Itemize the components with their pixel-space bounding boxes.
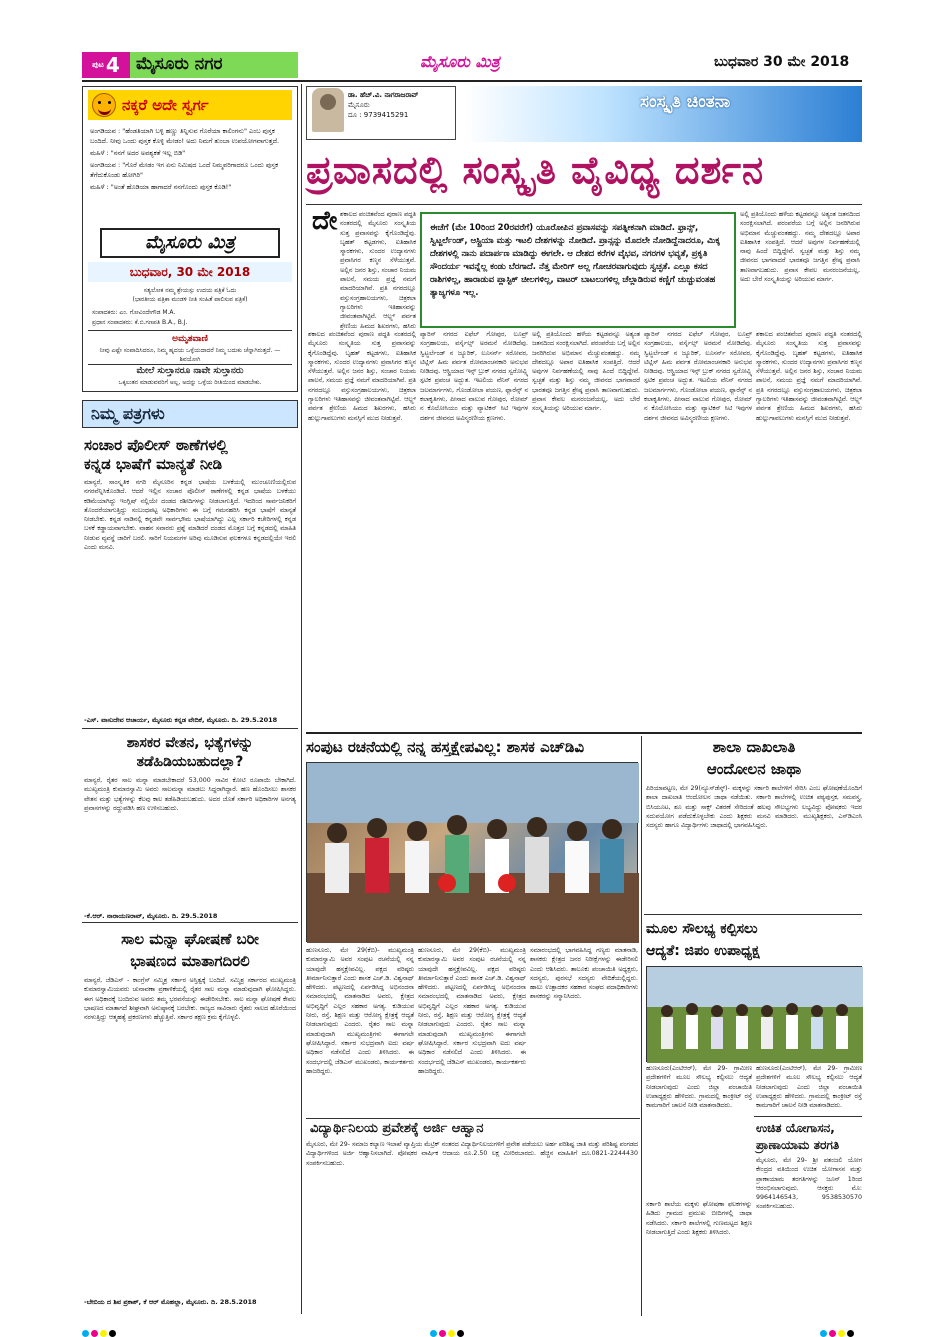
news1-col1: ಹುಣಸೂರು, ಮೇ 29(ಕೆಬಿ)- ಮುಖ್ಯಮಂತ್ರಿ ಕುಮಾರಸ್ವಾಮಿ ಅವರ ಸಂಪುಟ ರಚನೆಯಲ್ಲಿ ನನ್ನ ಯಾವುದೇ ಹಸ್ತಕ್ಷೇಪವಿಲ್ಲ. ಪಕ್ಷದ ವರಿಷ್ಠರು ತೀರ್ಮಾನಿಸುತ್ತಾರೆ ಎಂದು ಶಾಸಕ ಎಚ್.ಡಿ. ವಿಶ್ವನಾಥ್ ಹೇಳಿದರು. ಪಟ್ಟಣದಲ್ಲಿ ಏರ್ಪಡಿಸಿದ್ದ ಅಭಿನಂದನಾ ಸಮಾರಂಭದಲ್ಲಿ ಮಾತನಾಡಿದ ಅವರು, ಕ್ಷೇತ್ರದ ಅಭಿವೃದ್ಧಿಗೆ ಎಲ್ಲರ ಸಹಕಾರ ಅಗತ್ಯ. ಕುಡಿಯುವ ನೀರು, ರಸ್ತೆ, ಶಿಕ್ಷಣ ಮತ್ತು ಆರೋಗ್ಯ ಕ್ಷೇತ್ರಕ್ಕೆ ಆದ್ಯತೆ ನೀಡಲಾಗುವುದು ಎಂದರು. ರೈತರ ಸಾಲ ಮನ್ನಾ ಮಾಡುವುದಾಗಿ ಮುಖ್ಯಮಂತ್ರಿಗಳು ಈಗಾಗಲೇ ಘೋಷಿಸಿದ್ದಾರೆ. ಸರ್ಕಾರ ಸುಭದ್ರವಾಗಿ ಐದು ವರ್ಷ ಅಧಿಕಾರ ನಡೆಸಲಿದೆ ಎಂದು ತಿಳಿಸಿದರು. ಈ ಸಂದರ್ಭದಲ್ಲಿ ಜೆಡಿಎಸ್ ಮುಖಂಡರು, ಕಾರ್ಯಕರ್ತರು ಹಾಜರಿದ್ದರು.: [306, 947, 414, 1075]
news6-body: ಮೈಸೂರು, ಮೇ 29- ಶ್ರೀ ಪತಂಜಲಿ ಯೋಗ ಕೇಂದ್ರದ ವತಿಯಿಂದ ಉಚಿತ ಯೋಗಾಸನ ಮತ್ತು ಪ್ರಾಣಾಯಾಮ ತರಗತಿಗಳನ್ನು ಜೂನ್ 1ರಿಂದ ಆರಂಭಿಸಲಾಗುವುದು. ಆಸಕ್ತರು ಮೊ: 9964146543, 9538530570 ಸಂಪರ್ಕಿಸಬಹುದು.: [756, 1157, 862, 1211]
header-rule: [82, 80, 862, 82]
print-registration-marks: [430, 1322, 466, 1330]
letter2-body: ಮಾನ್ಯರೆ, ರೈತರ ಸಾಲ ಮನ್ನಾ ಮಾಡಬೇಕಾದರೆ 53,000 ಸಾವಿರ ಕೋಟಿ ರೂಪಾಯಿ ಬೇಕಾಗಿದೆ. ಮುಖ್ಯಮಂತ್ರಿ ಕುಮಾರಸ್ವಾಮಿ ಅವರು ಸಾಲಮನ್ನಾ ಮಾಡಲು ಸಿದ್ಧರಾಗಿದ್ದಾರೆ. ಹಣ ಹೊಂದಿಸಲು ಶಾಸಕರ ವೇತನ ಮತ್ತು ಭತ್ಯೆಗಳನ್ನು ಕೆಲವು ಕಾಲ ತಡೆಹಿಡಿಯಬಹುದು. ಅದರ ಜೊತೆ ಸರ್ಕಾರಿ ಅಧಿಕಾರಿಗಳ ಅನಗತ್ಯ ಪ್ರವಾಸಗಳನ್ನು ರದ್ದುಪಡಿಸಿ ಹಣ ಉಳಿಸಬಹುದು.: [84, 777, 296, 812]
news3-col1: ಹುಣಸೂರು(ಎಂಟಿಆರ್), ಮೇ 29- ಗ್ರಾಮೀಣ ಪ್ರದೇಶಗಳಿಗೆ ಮೂಲ ಸೌಲಭ್ಯ ಕಲ್ಪಿಸಲು ಆದ್ಯತೆ ನೀಡಲಾಗುವುದು ಎಂದು ಜಿಲ್ಲಾ ಪಂಚಾಯಿತಿ ಉಪಾಧ್ಯಕ್ಷರು ಹೇಳಿದರು. ಗ್ರಾಮದಲ್ಲಿ ಕಾಂಕ್ರೀಟ್ ರಸ್ತೆ ಕಾಮಗಾರಿಗೆ ಚಾಲನೆ ನೀಡಿ ಮಾತನಾಡಿದರು.: [646, 1065, 752, 1110]
page-number-tag: $^{ಪುಟ}$ 4: [82, 52, 130, 78]
column-rule: [641, 736, 642, 1316]
author-phone: ದೂ : 9739415291: [348, 111, 409, 119]
news2-headline: [646, 736, 862, 780]
letter1-signature: -ಎಸ್. ವಾಸುದೇವ ಆಚಾರ್ಯ, ಮೈಸೂರು ಕನ್ನಡ ವೇದಿಕೆ, ಮೈಸೂರು. ದಿ. 29.5.2018: [84, 716, 278, 724]
author-photo: [312, 88, 344, 132]
field-photo-illustration: [647, 967, 863, 1063]
divider: [82, 922, 298, 923]
news2-headline-a: ಶಾಲಾ ದಾಖಲಾತಿ: [712, 738, 796, 756]
news2-body: ಪಿರಿಯಾಪಟ್ಟಣ, ಮೇ 29(ನ್ಯೂಸ್‌ಡೆಸ್ಕ್)- ಮಕ್ಕಳನ್ನು ಸರ್ಕಾರಿ ಶಾಲೆಗಳಿಗೆ ಸೇರಿಸಿ ಎಂಬ ಘೋಷಣೆಯೊಂದಿಗೆ ಶಾಲಾ ದಾಖಲಾತಿ ಆಂದೋಲನ ಜಾಥಾ ನಡೆಯಿತು. ಸರ್ಕಾರಿ ಶಾಲೆಗಳಲ್ಲಿ ಉಚಿತ ಪಠ್ಯಪುಸ್ತಕ, ಸಮವಸ್ತ್ರ, ಬಿಸಿಯೂಟ, ಶೂ ಮತ್ತು ಸಾಕ್ಸ್ ವಿತರಣೆ ಸೇರಿದಂತೆ ಹಲವು ಸೌಲಭ್ಯಗಳು ಲಭ್ಯವಿದ್ದು ಪೋಷಕರು ಇದರ ಸದುಪಯೋಗ ಪಡೆದುಕೊಳ್ಳಬೇಕು ಎಂದು ಶಿಕ್ಷಕರು ಮನವಿ ಮಾಡಿದರು. ಮುಖ್ಯಶಿಕ್ಷಕರು, ಎಸ್‌ಡಿಎಂಸಿ ಸದಸ್ಯರು ಹಾಗೂ ವಿದ್ಯಾರ್ಥಿಗಳು ಜಾಥಾದಲ್ಲಿ ಭಾಗವಹಿಸಿದ್ದರು.: [646, 785, 862, 830]
masthead-line1: ಸತ್ಯಲೋಕ ನಮ್ಮ ಶ್ರೇಯಸ್ಸು ಉದಯ ಪತ್ರಿಕೆ ಓದು: [143, 287, 237, 294]
article-body-lead: ಶಕಾಲದ ಪಂಚಿತವೆಂದ ಪುರಾಣ ಪದ್ಧತಿ ನಂತರದಲ್ಲಿ ಮೈಸೂರು ಸಂಸ್ಕೃತಿಯ ಸುತ್ತ ಪ್ರವಾಸವನ್ನು ಕೈಗೊಂಡಿದ್ದೆವು. ಬೃಹತ್ ಕಟ್ಟಡಗಳು, ಐತಿಹಾಸಿಕ ಸ್ಮಾರಕಗಳು, ಸುಂದರ ಉದ್ಯಾನಗಳು ಪ್ರವಾಸಿಗರ ಕಣ್ಮನ ಸೆಳೆಯುತ್ತವೆ. ಅಲ್ಲಿನ ಜನರ ಶಿಸ್ತು, ಸಂಚಾರ ನಿಯಮ ಪಾಲನೆ, ಸಮಯ ಪ್ರಜ್ಞೆ ನಮಗೆ ಮಾದರಿಯಾಗಿವೆ. ಪ್ರತಿ ನಗರದಲ್ಲೂ ವಸ್ತುಸಂಗ್ರಹಾಲಯಗಳು, ಚಿತ್ರಕಲಾ ಗ್ಯಾಲರಿಗಳು ಇತಿಹಾಸವನ್ನು ಜೀವಂತವಾಗಿಟ್ಟಿವೆ. ಆಲ್ಪ್ಸ್ ಪರ್ವತ ಶ್ರೇಣಿಯ ಹಿಮದ ಶಿಖರಗಳು, ಹಸಿರು: [340, 211, 416, 330]
masthead-line2: (ಭಾರತೀಯ ಪತ್ರಿಕಾ ಮಂಡಳಿ ನೀತಿ ಸಂಹಿತೆ ಪಾಲಿಸುವ ಪತ್ರಿಕೆ): [132, 296, 248, 303]
section-banner-title: ಸಂಸ್ಕೃತಿ ಚಿಂತನಾ: [640, 92, 731, 112]
article-col4: ಪ್ಯಾರಿಸ್ ನಗರದ ಐಫೆಲ್ ಗೋಪುರ, ಲೂವ್ರ್ ಸಂಗ್ರಹಾಲಯ, ವರ್ಸೈಲ್ಸ್ ಅರಮನೆ ನೋಡಿದೆವು. ಸ್ವಿಟ್ಜರ್ಲೆಂಡ್ ನ ಜ್ಯೂರಿಕ್, ಲೂಸರ್ನ್ ಸರೋವರ, ಟಿಟ್ಲಿಸ್ ಹಿಮ ಪರ್ವತ ರೋಮಾಂಚನಕಾರಿ ಅನುಭವ ನೀಡಿದವು. ಆಸ್ಟ್ರಿಯಾದ ಇನ್ಸ್ ಬ್ರುಕ್ ನಗರದ ಸ್ವರೋವ್ಸ್ಕಿ ಸ್ಫಟಿಕ ಪ್ರಪಂಚ ಅದ್ಭುತ. ಇಟಲಿಯ ವೆನಿಸ್ ನಗರದ ಜಲಮಾರ್ಗಗಳು, ಗೊಂಡೋಲಾ ಪಯಣ, ಫ್ಲಾರೆನ್ಸ್ ನ ಕಲಾಕೃತಿಗಳು, ಪೀಸಾದ ವಾಲುವ ಗೋಪುರ, ರೋಮ್ ನ ಕೊಲೋಸಿಯಂ ಮತ್ತು ವ್ಯಾಟಿಕನ್ ಸಿಟಿ ಇವುಗಳ ದರ್ಶನ ಜೀವನದ ಅವಿಸ್ಮರಣೀಯ ಕ್ಷಣಗಳು.: [644, 331, 752, 422]
letter2-signature: -ಕೆ.ಆರ್. ನಾರಾಯಣರಾವ್, ಮೈಸೂರು. ದಿ. 29.5.2018: [84, 912, 218, 920]
divider: [754, 1116, 862, 1117]
divider: [530, 1118, 640, 1119]
news3-headline-a: ಮೂಲ ಸೌಲಭ್ಯ ಕಲ್ಪಿಸಲು: [646, 921, 758, 937]
quote-text: ಒಕ್ಕಲುತನ ಮಾಡುವವರಿಗೆ ಅಲ್ಲ, ಅದನ್ನು ಒಳ್ಳೆಯ ರೀತಿಯಿಂದ ಮಾಡಬೇಕು.: [118, 379, 262, 386]
editor-line: ಸಂಪಾದಕರು: ಎಂ. ಗೋವಿಂದೇಗೌಡ M.A.: [92, 309, 176, 316]
article-col3: ಅಲ್ಲಿ ಪ್ರತಿಯೊಂದು ಹಳೆಯ ಕಟ್ಟಡವನ್ನೂ ಅತ್ಯಂತ ಜತನದಿಂದ ಸಂರಕ್ಷಿಸಲಾಗಿದೆ. ಪರಂಪರೆಯ ಬಗ್ಗೆ ಅಲ್ಲಿನ ಜನರಿಗಿರುವ ಅಭಿಮಾನ ಮೆಚ್ಚುವಂತಹದ್ದು. ನಮ್ಮ ದೇಶದಲ್ಲೂ ಅಪಾರ ಐತಿಹಾಸಿಕ ಸಂಪತ್ತಿದೆ. ಆದರೆ ಅವುಗಳ ನಿರ್ವಹಣೆಯಲ್ಲಿ ನಾವು ಹಿಂದೆ ಬಿದ್ದಿದ್ದೇವೆ. ಸ್ವಚ್ಛತೆ ಮತ್ತು ಶಿಸ್ತು ನಮ್ಮ ಜೀವನದ ಭಾಗವಾದರೆ ಭಾರತವೂ ಜಗತ್ತಿನ ಶ್ರೇಷ್ಠ ಪ್ರವಾಸಿ ತಾಣವಾಗಬಹುದು. ಪ್ರವಾಸ ಕೇವಲ ಮನರಂಜನೆಯಲ್ಲ, ಅದು ಬೇರೆ ಸಂಸ್ಕೃತಿಯನ್ನು ಅರಿಯುವ ಮಾರ್ಗ.: [532, 331, 640, 413]
divider: [88, 364, 292, 365]
news1-col2: ಹುಣಸೂರು, ಮೇ 29(ಕೆಬಿ)- ಮುಖ್ಯಮಂತ್ರಿ ಕುಮಾರಸ್ವಾಮಿ ಅವರ ಸಂಪುಟ ರಚನೆಯಲ್ಲಿ ನನ್ನ ಯಾವುದೇ ಹಸ್ತಕ್ಷೇಪವಿಲ್ಲ. ಪಕ್ಷದ ವರಿಷ್ಠರು ತೀರ್ಮಾನಿಸುತ್ತಾರೆ ಎಂದು ಶಾಸಕ ಎಚ್.ಡಿ. ವಿಶ್ವನಾಥ್ ಹೇಳಿದರು. ಪಟ್ಟಣದಲ್ಲಿ ಏರ್ಪಡಿಸಿದ್ದ ಅಭಿನಂದನಾ ಸಮಾರಂಭದಲ್ಲಿ ಮಾತನಾಡಿದ ಅವರು, ಕ್ಷೇತ್ರದ ಅಭಿವೃದ್ಧಿಗೆ ಎಲ್ಲರ ಸಹಕಾರ ಅಗತ್ಯ. ಕುಡಿಯುವ ನೀರು, ರಸ್ತೆ, ಶಿಕ್ಷಣ ಮತ್ತು ಆರೋಗ್ಯ ಕ್ಷೇತ್ರಕ್ಕೆ ಆದ್ಯತೆ ನೀಡಲಾಗುವುದು ಎಂದರು. ರೈತರ ಸಾಲ ಮನ್ನಾ ಮಾಡುವುದಾಗಿ ಮುಖ್ಯಮಂತ್ರಿಗಳು ಈಗಾಗಲೇ ಘೋಷಿಸಿದ್ದಾರೆ. ಸರ್ಕಾರ ಸುಭದ್ರವಾಗಿ ಐದು ವರ್ಷ ಅಧಿಕಾರ ನಡೆಸಲಿದೆ ಎಂದು ತಿಳಿಸಿದರು. ಈ ಸಂದರ್ಭದಲ್ಲಿ ಜೆಡಿಎಸ್ ಮುಖಂಡರು, ಕಾರ್ಯಕರ್ತರು ಹಾಜರಿದ್ದರು.: [418, 947, 526, 1075]
divider: [306, 732, 862, 734]
letter3-title-a: ಸಾಲ ಮನ್ನಾ ಘೋಷಣೆ ಬರೀ: [121, 930, 259, 948]
letter2-title-a: ಶಾಸಕರ ವೇತನ, ಭತ್ಯೆಗಳನ್ನು: [126, 735, 254, 751]
article-headline: ಪ್ರವಾಸದಲ್ಲಿ ಸಂಸ್ಕೃತಿ ವೈವಿಧ್ಯ ದರ್ಶನ: [306, 148, 765, 192]
news1-photo: [306, 762, 638, 942]
divider: [306, 204, 862, 205]
publisher-line: ಪ್ರಧಾನ ಸಂಪಾದಕರು: ಕೆ.ಬಿ.ಗಣಪತಿ B.A., B.J.: [92, 319, 188, 326]
print-registration-marks: [820, 1322, 856, 1330]
smiley-icon: [92, 93, 116, 117]
author-city: ಮೈಸೂರು: [348, 101, 370, 109]
jokes-body: [90, 126, 294, 194]
news6-headline-b: ಪ್ರಾಣಾಯಾಮ ತರಗತಿ: [756, 1138, 840, 1152]
article-col1: ಶಕಾಲದ ಪಂಚಿತವೆಂದ ಪುರಾಣ ಪದ್ಧತಿ ನಂತರದಲ್ಲಿ ಮೈಸೂರು ಸಂಸ್ಕೃತಿಯ ಸುತ್ತ ಪ್ರವಾಸವನ್ನು ಕೈಗೊಂಡಿದ್ದೆವು. ಬೃಹತ್ ಕಟ್ಟಡಗಳು, ಐತಿಹಾಸಿಕ ಸ್ಮಾರಕಗಳು, ಸುಂದರ ಉದ್ಯಾನಗಳು ಪ್ರವಾಸಿಗರ ಕಣ್ಮನ ಸೆಳೆಯುತ್ತವೆ. ಅಲ್ಲಿನ ಜನರ ಶಿಸ್ತು, ಸಂಚಾರ ನಿಯಮ ಪಾಲನೆ, ಸಮಯ ಪ್ರಜ್ಞೆ ನಮಗೆ ಮಾದರಿಯಾಗಿವೆ. ಪ್ರತಿ ನಗರದಲ್ಲೂ ವಸ್ತುಸಂಗ್ರಹಾಲಯಗಳು, ಚಿತ್ರಕಲಾ ಗ್ಯಾಲರಿಗಳು ಇತಿಹಾಸವನ್ನು ಜೀವಂತವಾಗಿಟ್ಟಿವೆ. ಆಲ್ಪ್ಸ್ ಪರ್ವತ ಶ್ರೇಣಿಯ ಹಿಮದ ಶಿಖರಗಳು, ಹಸಿರು ಹುಲ್ಲುಗಾವಲುಗಳು ಮನಸ್ಸಿಗೆ ಮುದ ನೀಡುತ್ತವೆ.: [308, 331, 416, 422]
drop-cap: ದೇ: [312, 206, 338, 236]
joke-line: ಅಂಗಡಿಯವ : "ಗೊರೆ ಮೇಡಂ ಇಗ ಏನು ನಿಮಿಷದ ಒಂದೆ ನಿಮ್ಮವರಿಗಾದರೂ ಒಂದು ಪುಸ್ತಕ ತೆಗೆದುಕೊಂಡು ಹೋಗಿರಿ": [90, 161, 279, 179]
amrita-title: ಅಮೃತವಾಣಿ: [172, 334, 208, 344]
header-date: ಬುಧವಾರ 30 ಮೇ 2018: [714, 54, 850, 70]
divider: [82, 728, 298, 729]
news1-headline: ಸಂಪುಟ ರಚನೆಯಲ್ಲಿ ನನ್ನ ಹಸ್ತಕ್ಷೇಪವಿಲ್ಲ: ಶಾಸಕ ಎಚ್‌ಡಿವಿ: [306, 738, 584, 756]
news6-headline: [756, 1120, 862, 1154]
divider: [644, 914, 862, 915]
letter3-title: [84, 928, 296, 972]
masthead-date: ಬುಧವಾರ, 30 ಮೇ 2018: [88, 262, 292, 282]
amrita-text: ನೀವು ಎಷ್ಟೇ ಸಂಪಾದಿಸಿದರೂ, ನಿಮ್ಮ ಹೃದಯ ಒಳ್ಳೆಯದಾದರೆ ನಿಮ್ಮ ಬದುಕು ಚೆನ್ನಾಗಿರುತ್ತದೆ. — ಶಿವಯೋಗಿ: [99, 347, 281, 363]
article-col4-top: ಅಲ್ಲಿ ಪ್ರತಿಯೊಂದು ಹಳೆಯ ಕಟ್ಟಡವನ್ನೂ ಅತ್ಯಂತ ಜತನದಿಂದ ಸಂರಕ್ಷಿಸಲಾಗಿದೆ. ಪರಂಪರೆಯ ಬಗ್ಗೆ ಅಲ್ಲಿನ ಜನರಿಗಿರುವ ಅಭಿಮಾನ ಮೆಚ್ಚುವಂತಹದ್ದು. ನಮ್ಮ ದೇಶದಲ್ಲೂ ಅಪಾರ ಐತಿಹಾಸಿಕ ಸಂಪತ್ತಿದೆ. ಆದರೆ ಅವುಗಳ ನಿರ್ವಹಣೆಯಲ್ಲಿ ನಾವು ಹಿಂದೆ ಬಿದ್ದಿದ್ದೇವೆ. ಸ್ವಚ್ಛತೆ ಮತ್ತು ಶಿಸ್ತು ನಮ್ಮ ಜೀವನದ ಭಾಗವಾದರೆ ಭಾರತವೂ ಜಗತ್ತಿನ ಶ್ರೇಷ್ಠ ಪ್ರವಾಸಿ ತಾಣವಾಗಬಹುದು. ಪ್ರವಾಸ ಕೇವಲ ಮನರಂಜನೆಯಲ್ಲ, ಅದು ಬೇರೆ ಸಂಸ್ಕೃತಿಯನ್ನು ಅರಿಯುವ ಮಾರ್ಗ.: [740, 211, 860, 284]
letter3-title-b: ಭಾಷಣದ ಮಾತಾಗದಿರಲಿ: [130, 952, 250, 970]
divider: [88, 330, 292, 331]
joke-line: ಮಹಿಳೆ : "ಅಂತೆ ಹೊಡಿಯಾ ಹಾಗಾದರೆ ನನಗೊಂದು ಪುಸ್ತಕ ಕೊಡಿ!": [90, 183, 232, 191]
news3-headline: [646, 918, 862, 962]
joke-line: ಅಂಗಡಿಯವ : "ಹೆಂಡತಿಯಾಗಿ ಬಳ್ಳಿ ಹಣ್ಣು ತಿನ್ನಿಸುವ ಗೊರೆಯಾ ಕಾಲಿಂಗನು" ಎಂಬ ಪುಸ್ತಕ ಬಂದಿದೆ. ನೀವು ಒಂದು ಪುಸ್ತಕ ಕೊಳ್ಳಿ ಮೇಡಂ! ಅದು ನಿಮಗೆ ತುಂಬಾ ಉಪಯೋಗವಾಗುತ್ತದೆ.: [90, 127, 280, 145]
quote-title: ಮೇಲೆ ಸುಲ್ತಾನರೂ ನಾವೇ ಸುಲ್ತಾನರು: [136, 366, 244, 376]
letter1-body: ಮಾನ್ಯರೆ, ಸಾಂಸ್ಕೃತಿಕ ನಗರಿ ಮೈಸೂರಿನ ಕನ್ನಡ ಭಾಷೆಯ ಬಳಕೆಯಲ್ಲಿ ಮುಂಚೂಣಿಯಲ್ಲಿರುವ ನಗರವೆನ್ನಿಸಿಕೊಂಡಿದೆ. ಆದರೆ ಇಲ್ಲಿನ ಸಂಚಾರ ಪೊಲೀಸ್ ಠಾಣೆಗಳಲ್ಲಿ ಕನ್ನಡ ಭಾಷೆಯ ಬಳಕೆಯು ಕಡಿಮೆಯಾಗಿದ್ದು ಇಂಗ್ಲಿಷ್ ನಲ್ಲಿಯೇ ದಂಡದ ರಶೀದಿಗಳನ್ನು ನೀಡಲಾಗುತ್ತಿದೆ. ಇದರಿಂದ ಸಾರ್ವಜನಿಕರಿಗೆ ತೊಂದರೆಯಾಗುತ್ತಿದ್ದು ಸಂಬಂಧಪಟ್ಟ ಅಧಿಕಾರಿಗಳು ಈ ಬಗ್ಗೆ ಗಮನಹರಿಸಿ ಕನ್ನಡ ಭಾಷೆಗೆ ಮಾನ್ಯತೆ ನೀಡಬೇಕು. ಕನ್ನಡ ನಾಡಿನಲ್ಲಿ ಕನ್ನಡವೇ ಸಾರ್ವಭೌಮ ಭಾಷೆಯಾಗಿದ್ದು ಎಲ್ಲ ಸರ್ಕಾರಿ ಕಚೇರಿಗಳಲ್ಲಿ ಕನ್ನಡ ಬಳಕೆ ಕಡ್ಡಾಯವಾಗಬೇಕು. ವಾಹನ ಸವಾರರು ಪ್ರಶ್ನೆ ಮಾಡಿದರೆ ದಂಡದ ಮೊತ್ತದ ಬಗ್ಗೆ ಕನ್ನಡದಲ್ಲಿ ಮಾಹಿತಿ ನೀಡುವ ವ್ಯವಸ್ಥೆ ಜಾರಿಗೆ ಬರಲಿ. ಸಾರಿಗೆ ನಿಯಮಗಳ ಅರಿವು ಮೂಡಿಸುವ ಫಲಕಗಳೂ ಕನ್ನಡದಲ್ಲಿಯೇ ಇರಲಿ ಎಂದು ಮನವಿ.: [84, 479, 296, 552]
news1-col3: ಸಮಾರಂಭದಲ್ಲಿ ಭಾಗವಹಿಸಿದ್ದ ಗಣ್ಯರು ಮಾತನಾಡಿ, ಶಾಸಕರು ಕ್ಷೇತ್ರದ ಜನರ ನಿರೀಕ್ಷೆಗಳನ್ನು ಈಡೇರಿಸಲಿ ಎಂದು ಆಶಿಸಿದರು. ತಾಲೂಕು ಪಂಚಾಯಿತಿ ಅಧ್ಯಕ್ಷರು, ಸದಸ್ಯರು, ಪುರಸಭೆ ಸದಸ್ಯರು ವೇದಿಕೆಯಲ್ಲಿದ್ದರು. ಹಾಲು ಉತ್ಪಾದಕರ ಸಹಕಾರ ಸಂಘದ ಪದಾಧಿಕಾರಿಗಳು ಶಾಸಕರನ್ನು ಸನ್ಮಾನಿಸಿದರು.: [530, 947, 638, 1001]
news2-headline-b: ಆಂದೋಲನ ಜಾಥಾ: [706, 760, 802, 778]
page-number: 4: [105, 53, 120, 77]
article-col2: ಪ್ಯಾರಿಸ್ ನಗರದ ಐಫೆಲ್ ಗೋಪುರ, ಲೂವ್ರ್ ಸಂಗ್ರಹಾಲಯ, ವರ್ಸೈಲ್ಸ್ ಅರಮನೆ ನೋಡಿದೆವು. ಸ್ವಿಟ್ಜರ್ಲೆಂಡ್ ನ ಜ್ಯೂರಿಕ್, ಲೂಸರ್ನ್ ಸರೋವರ, ಟಿಟ್ಲಿಸ್ ಹಿಮ ಪರ್ವತ ರೋಮಾಂಚನಕಾರಿ ಅನುಭವ ನೀಡಿದವು. ಆಸ್ಟ್ರಿಯಾದ ಇನ್ಸ್ ಬ್ರುಕ್ ನಗರದ ಸ್ವರೋವ್ಸ್ಕಿ ಸ್ಫಟಿಕ ಪ್ರಪಂಚ ಅದ್ಭುತ. ಇಟಲಿಯ ವೆನಿಸ್ ನಗರದ ಜಲಮಾರ್ಗಗಳು, ಗೊಂಡೋಲಾ ಪಯಣ, ಫ್ಲಾರೆನ್ಸ್ ನ ಕಲಾಕೃತಿಗಳು, ಪೀಸಾದ ವಾಲುವ ಗೋಪುರ, ರೋಮ್ ನ ಕೊಲೋಸಿಯಂ ಮತ್ತು ವ್ಯಾಟಿಕನ್ ಸಿಟಿ ಇವುಗಳ ದರ್ಶನ ಜೀವನದ ಅವಿಸ್ಮರಣೀಯ ಕ್ಷಣಗಳು.: [420, 331, 528, 422]
news3-photo: [646, 966, 862, 1062]
article-col5: ಶಕಾಲದ ಪಂಚಿತವೆಂದ ಪುರಾಣ ಪದ್ಧತಿ ನಂತರದಲ್ಲಿ ಮೈಸೂರು ಸಂಸ್ಕೃತಿಯ ಸುತ್ತ ಪ್ರವಾಸವನ್ನು ಕೈಗೊಂಡಿದ್ದೆವು. ಬೃಹತ್ ಕಟ್ಟಡಗಳು, ಐತಿಹಾಸಿಕ ಸ್ಮಾರಕಗಳು, ಸುಂದರ ಉದ್ಯಾನಗಳು ಪ್ರವಾಸಿಗರ ಕಣ್ಮನ ಸೆಳೆಯುತ್ತವೆ. ಅಲ್ಲಿನ ಜನರ ಶಿಸ್ತು, ಸಂಚಾರ ನಿಯಮ ಪಾಲನೆ, ಸಮಯ ಪ್ರಜ್ಞೆ ನಮಗೆ ಮಾದರಿಯಾಗಿವೆ. ಪ್ರತಿ ನಗರದಲ್ಲೂ ವಸ್ತುಸಂಗ್ರಹಾಲಯಗಳು, ಚಿತ್ರಕಲಾ ಗ್ಯಾಲರಿಗಳು ಇತಿಹಾಸವನ್ನು ಜೀವಂತವಾಗಿಟ್ಟಿವೆ. ಆಲ್ಪ್ಸ್ ಪರ್ವತ ಶ್ರೇಣಿಯ ಹಿಮದ ಶಿಖರಗಳು, ಹಸಿರು ಹುಲ್ಲುಗಾವಲುಗಳು ಮನಸ್ಸಿಗೆ ಮುದ ನೀಡುತ್ತವೆ.: [756, 331, 862, 422]
joke-line: ಮಹಿಳೆ : "ನನಗೆ ಅದರ ಅವಶ್ಯಕತೆ ಇಲ್ಲ ಬಿಡಿ": [90, 149, 186, 157]
article-highlight: ಈಚೆಗೆ (ಮೇ 10ರಿಂದ 20ರವರೆಗೆ) ಯೂರೋಪಿನ ಪ್ರವಾಸವನ್ನು ಸಪತ್ನೀಕನಾಗಿ ಮಾಡಿದೆ. ಫ್ರಾನ್ಸ್, ಸ್ವಿಟ್ಜರ್ಲೆಂಡ್, ಆಸ್ಟ್ರಿಯಾ ಮತ್ತು ಇಟಲಿ ದೇಶಗಳನ್ನು ನೋಡಿದೆ. ಪ್ರಾನ್ಸನ್ನು ಮೊದಲೇ ನೋಡಿದ್ದೆನಾದರೂ, ಮಿಕ್ಕ ದೇಶಗಳಲ್ಲಿ ನಾನು ಪದಾರ್ಪಣ ಮಾಡಿದ್ದು ಈಗಲೇ. ಆ ದೇಶದ ಕರೆಗಳ ವೈಭವ, ನಗರಗಳ ಭವ್ಯತೆ, ಪ್ರಕೃತಿ ಸೌಂದರ್ಯ ಇವನ್ನೆಲ್ಲ ಕಂಡು ಬೆರಗಾದೆ. ನೆತ್ತ ಮೇರಿಗ್ ಅಲ್ಲ ಗೋಚರವಾಗುವುದು ಸ್ವಚ್ಛತೆ. ಎಲ್ಲೂ ಕಸದ ರಾಶಿಗಳಿಲ್ಲ, ಹಾರಾಡುವ ಪ್ಲಾಸ್ಟಿಕ್ ಚೀಲಗಳಿಲ್ಲ, ವಾಟರ್ ಬಾಟಲುಗಳಿಲ್ಲ ಚೆಲ್ಲಾಡಿರುವ ಕಣ್ಣಿಗೆ ಚುಚ್ಚುವಂತಹ ತ್ಯಾಜ್ಯಗಳೂ ಇಲ್ಲ.: [420, 212, 736, 328]
news4-body: ಮೈಸೂರು, ಮೇ 29- ಸಮಾಜ ಕಲ್ಯಾಣ ಇಲಾಖೆ ವ್ಯಾಪ್ತಿಯ ಮೆಟ್ರಿಕ್ ನಂತರದ ವಿದ್ಯಾರ್ಥಿನಿಲಯಗಳಿಗೆ ಪ್ರವೇಶ ಪಡೆಯಲು ಅರ್ಹ ಪರಿಶಿಷ್ಟ ಜಾತಿ ಮತ್ತು ಪರಿಶಿಷ್ಟ ಪಂಗಡದ ವಿದ್ಯಾರ್ಥಿಗಳಿಂದ ಅರ್ಜಿ ಆಹ್ವಾನಿಸಲಾಗಿದೆ. ಪೋಷಕರ ವಾರ್ಷಿಕ ಆದಾಯ ರೂ.2.50 ಲಕ್ಷ ಮೀರಿರಬಾರದು. ಹೆಚ್ಚಿನ ಮಾಹಿತಿಗೆ ದೂ.0821-2244430 ಸಂಪರ್ಕಿಸಬಹುದು.: [306, 1141, 638, 1167]
letters-section-title: ನಿಮ್ಮ ಪತ್ರಗಳು: [82, 400, 298, 428]
news6-headline-a: ಉಚಿತ ಯೋಗಾಸನ,: [756, 1121, 835, 1135]
news3-col2: ಹುಣಸೂರು(ಎಂಟಿಆರ್), ಮೇ 29- ಗ್ರಾಮೀಣ ಪ್ರದೇಶಗಳಿಗೆ ಮೂಲ ಸೌಲಭ್ಯ ಕಲ್ಪಿಸಲು ಆದ್ಯತೆ ನೀಡಲಾಗುವುದು ಎಂದು ಜಿಲ್ಲಾ ಪಂಚಾಯಿತಿ ಉಪಾಧ್ಯಕ್ಷರು ಹೇಳಿದರು. ಗ್ರಾಮದಲ್ಲಿ ಕಾಂಕ್ರೀಟ್ ರಸ್ತೆ ಕಾಮಗಾರಿಗೆ ಚಾಲನೆ ನೀಡಿ ಮಾತನಾಡಿದರು.: [756, 1065, 862, 1110]
jokes-title: ನಕ್ಕರೆ ಅದೇ ಸ್ವರ್ಗ: [88, 90, 292, 120]
letter1-title: [84, 436, 296, 474]
news4-headline: ವಿದ್ಯಾರ್ಥಿನಿಲಯ ಪ್ರವೇಶಕ್ಕೆ ಅರ್ಜಿ ಆಹ್ವಾನ: [310, 1121, 484, 1136]
masthead: ಮೈಸೂರು ಮಿತ್ರ: [420, 52, 500, 71]
author-name: ಡಾ. ಹೆಚ್.ವಿ. ನಾಗರಾಜರಾವ್: [348, 91, 419, 99]
masthead-logo: ಮೈಸೂರು ಮಿತ್ರ: [100, 228, 280, 258]
letter1-title-b: ಕನ್ನಡ ಭಾಷೆಗೆ ಮಾನ್ಯತೆ ನೀಡಿ: [84, 455, 223, 473]
section-name: ಮೈಸೂರು ನಗರ: [136, 54, 223, 74]
letter3-body: ಮಾನ್ಯರೆ, ಜೆಡಿಎಸ್ - ಕಾಂಗ್ರೆಸ್ ಸಮ್ಮಿಶ್ರ ಸರ್ಕಾರ ಅಸ್ತಿತ್ವಕ್ಕೆ ಬಂದಿದೆ. ಸಮ್ಮಿಶ್ರ ಸರ್ಕಾರದ ಮುಖ್ಯಮಂತ್ರಿ ಕುಮಾರಸ್ವಾಮಿಯವರು ಚುನಾವಣಾ ಪ್ರಣಾಳಿಕೆಯಲ್ಲಿ ರೈತರ ಸಾಲ ಮನ್ನಾ ಮಾಡುವುದಾಗಿ ಘೋಷಿಸಿದ್ದರು. ಈಗ ಅಧಿಕಾರಕ್ಕೆ ಬಂದಿರುವ ಅವರು ತಮ್ಮ ಭರವಸೆಯನ್ನು ಈಡೇರಿಸಬೇಕು. ಸಾಲ ಮನ್ನಾ ಘೋಷಣೆ ಕೇವಲ ಭಾಷಣದ ಮಾತಾಗದೆ ಶೀಘ್ರವಾಗಿ ಅನುಷ್ಠಾನಕ್ಕೆ ಬರಬೇಕು. ರಾಜ್ಯದ ಸಾವಿರಾರು ರೈತರು ಸಾಲದ ಹೊರೆಯಿಂದ ನರಳುತ್ತಿದ್ದು ಆತ್ಮಹತ್ಯೆ ಪ್ರಕರಣಗಳು ಹೆಚ್ಚುತ್ತಿವೆ. ಸರ್ಕಾರ ತಕ್ಷಣ ಕ್ರಮ ಕೈಗೊಳ್ಳಲಿ.: [84, 977, 296, 1022]
letter2-title: [84, 734, 296, 772]
group-photo-illustration: [307, 763, 639, 943]
letter1-title-a: ಸಂಚಾರ ಪೊಲೀಸ್ ಠಾಣೆಗಳಲ್ಲಿ: [84, 436, 228, 454]
author-info: [348, 90, 418, 120]
print-registration-marks: [82, 1322, 862, 1330]
news3-col1-cont: ಸರ್ಕಾರಿ ಶಾಲೆಯ ಮಕ್ಕಳು ಘೋಷಣಾ ಫಲಕಗಳನ್ನು ಹಿಡಿದು ಗ್ರಾಮದ ಪ್ರಮುಖ ಬೀದಿಗಳಲ್ಲಿ ಜಾಥಾ ನಡೆಸಿದರು. ಸರ್ಕಾರಿ ಶಾಲೆಗಳಲ್ಲಿ ಗುಣಮಟ್ಟದ ಶಿಕ್ಷಣ ನೀಡಲಾಗುತ್ತಿದೆ ಎಂದು ಶಿಕ್ಷಕರು ತಿಳಿಸಿದರು.: [646, 1201, 752, 1236]
letter3-signature: -ಬೇಬಿಯ ದ ಶಿವ ಪ್ರಕಾಶ್, ಕೆ ಆರ್ ಮೊಹಲ್ಲಾ, ಮೈಸೂರು. ದಿ. 28.5.2018: [84, 1298, 257, 1306]
letter2-title-b: ತಡೆಹಿಡಿಯಬಹುದಲ್ಲಾ?: [136, 754, 244, 770]
column-rule: [301, 84, 302, 1314]
news3-headline-b: ಆದ್ಯತೆ: ಜಿಪಂ ಉಪಾಧ್ಯಕ್ಷ: [646, 943, 760, 959]
